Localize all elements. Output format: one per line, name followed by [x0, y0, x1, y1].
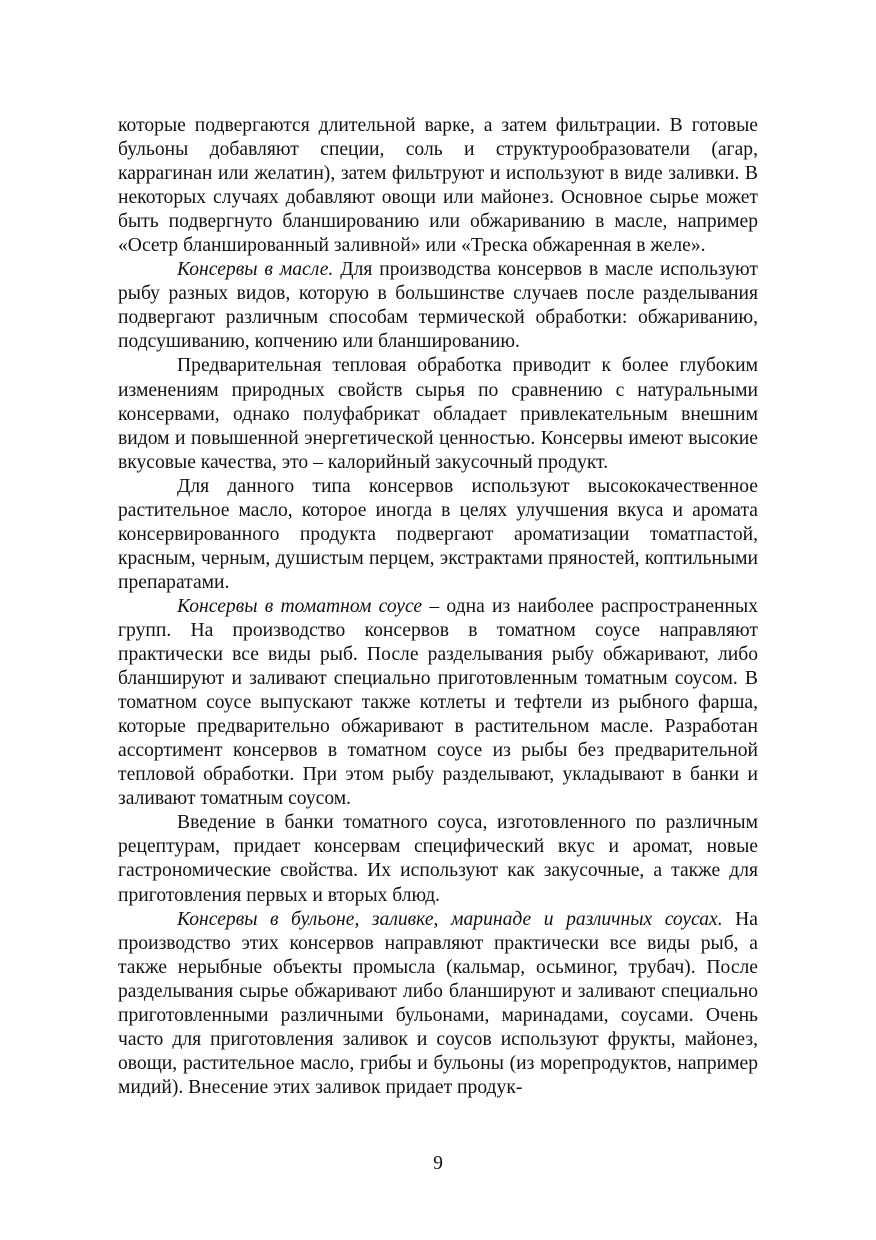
paragraph-broth-marinade-sauces	[118, 908, 758, 1100]
section-heading-broth-marinade: Консервы в бульоне, заливке, маринаде и различных соусах.	[177, 908, 723, 930]
section-heading-in-oil: Консервы в масле.	[177, 259, 334, 281]
page-body	[118, 114, 758, 1100]
paragraph-text: Для производства консервов в масле используют рыбу разных видов, которую в большинстве случаев после разделывания подвергают различным способам термической обработки: обжариванию, подсушиванию, копчению или бланшированию.	[118, 259, 758, 353]
paragraph-text: Для данного типа консервов используют высококачественное растительное масло, которое иногда в целях улучшения вкуса и аромата консервированного продукта подвергают ароматизации томатпастой, красным, черным, душистым перцем, экстрактами пряностей, коптильными препаратами.	[118, 475, 758, 593]
paragraph-tomato-sauce	[118, 595, 758, 811]
paragraph-broth-continuation	[118, 114, 758, 258]
section-heading-tomato-sauce: Консервы в томатном соусе	[177, 595, 423, 617]
paragraph-vegetable-oil	[118, 475, 758, 595]
paragraph-tomato-sauce-use	[118, 811, 758, 907]
paragraph-text: – одна из наиболее распространенных групп. На производство консервов в томатном соусе направляют практически все виды рыб. После разделывания рыбу обжаривают, либо бланшируют и заливают специально приготовленным томатным соусом. В томатном соусе выпускают также котлеты и тефтели из рыбного фарша, которые предварительно обжаривают в растительном масле. Разработан ассортимент консервов в томатном соусе из рыбы без предварительной тепловой обработки. При этом рыбу разделывают, укладывают в банки и заливают томатным соусом.	[118, 595, 758, 810]
paragraph-canned-in-oil	[118, 258, 758, 354]
paragraph-text: Введение в банки томатного соуса, изготовленного по различным рецептурам, придает консервам специфический вкус и аромат, новые гастрономические свойства. Их используют как закусочные, а также для приготовления первых и вторых блюд.	[118, 812, 758, 906]
paragraph-text: На производство этих консервов направляют практически все виды рыб, а также нерыбные объекты промысла (кальмар, осьминог, трубач). После разделывания сырье обжаривают либо бланшируют и заливают специально приготовленными различными бульонами, маринадами, соусами. Очень часто для приготовления заливок и соусов используют фрукты, майонез, овощи, растительное масло, грибы и бульоны (из морепродуктов, например мидий). Внесение этих заливок придает продук-	[118, 908, 758, 1098]
paragraph-text: Предварительная тепловая обработка приводит к более глубоким изменениям природных свойств сырья по сравнению с натуральными консервами, однако полуфабрикат обладает привлекательным внешним видом и повышенной энергетической ценностью. Консервы имеют высокие вкусовые качества, это – калорийный закусочный продукт.	[118, 355, 758, 473]
paragraph-text: которые подвергаются длительной варке, а затем фильтрации. В готовые бульоны добавляют специи, соль и структурообразователи (агар, каррагинан или желатин), затем фильтруют и используют в виде заливки. В некоторых случаях добавляют овощи или майонез. Основное сырье может быть подвергнуто бланшированию или обжариванию в масле, например «Осетр бланшированный заливной» или «Треска обжаренная в желе».	[118, 115, 758, 257]
paragraph-heat-treatment	[118, 354, 758, 474]
page-number: 9	[433, 1153, 443, 1174]
